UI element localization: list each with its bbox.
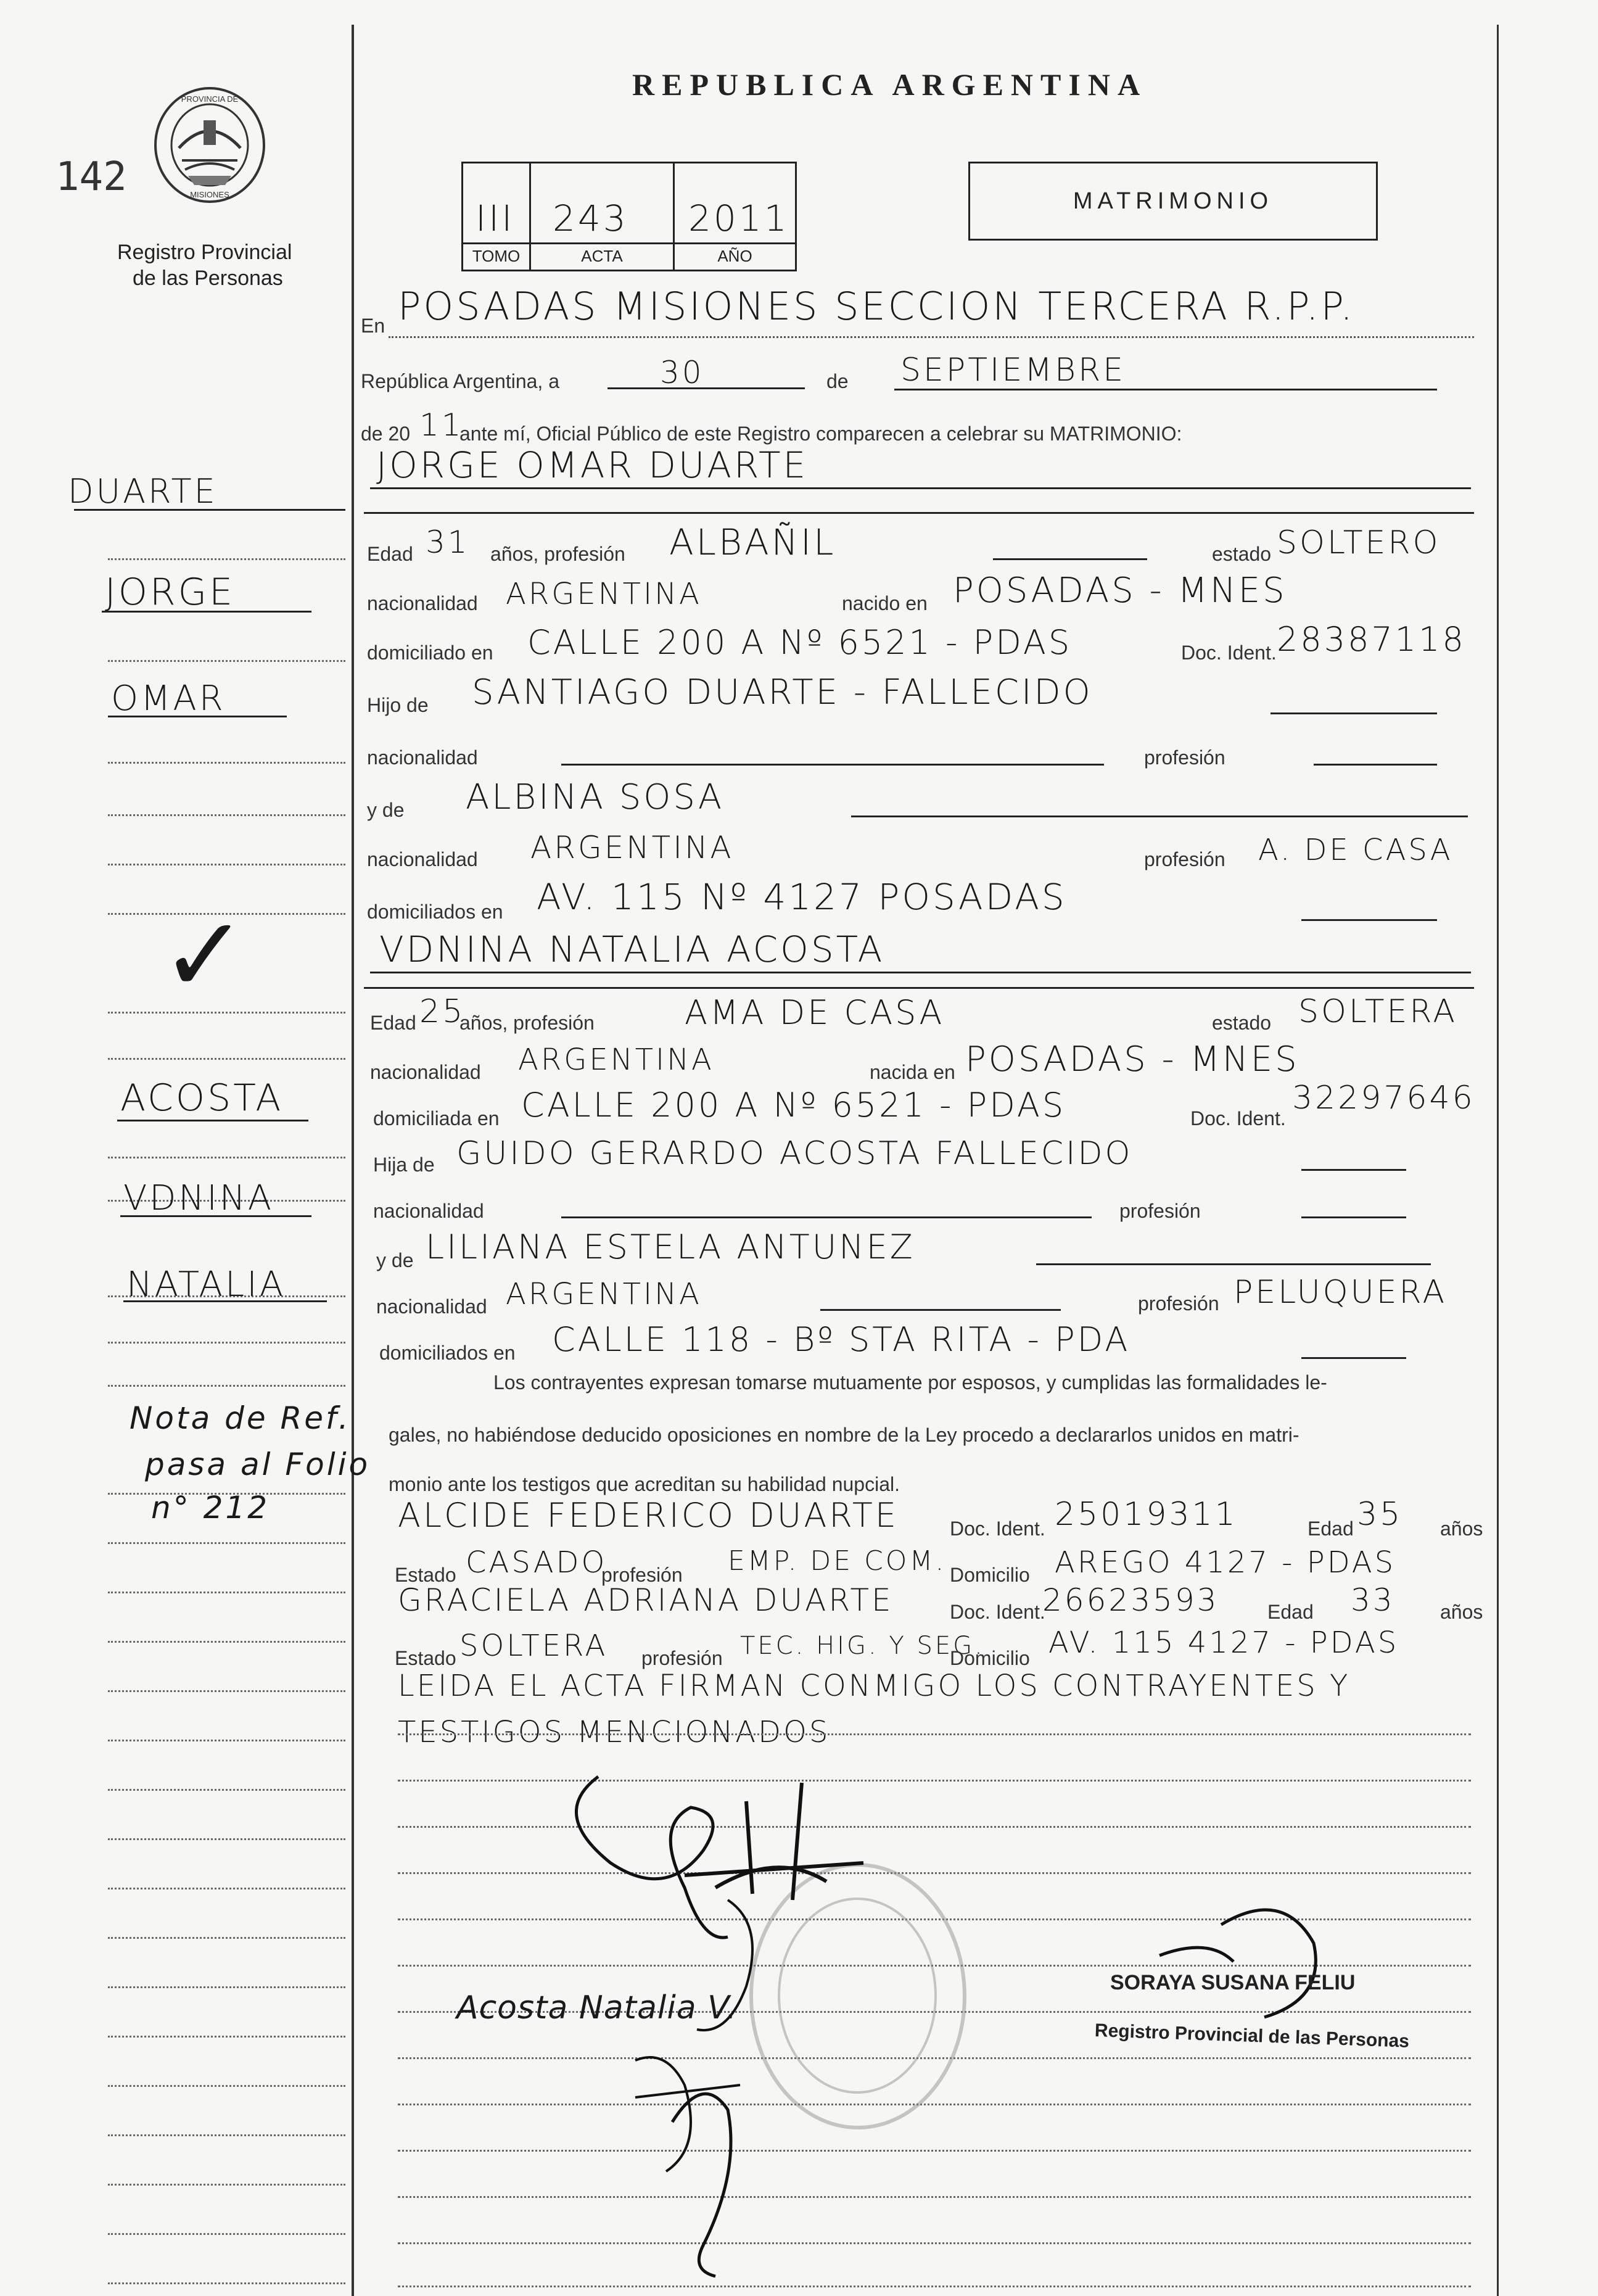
groom-dom-padres: AV. 115 Nº 4127 POSADAS (537, 876, 1067, 918)
witness-1-dom-label: Domicilio (950, 1564, 1030, 1586)
groom-domicilio: CALLE 200 A Nº 6521 - PDAS (527, 623, 1073, 662)
witness-1-edad-label: Edad (1308, 1518, 1354, 1540)
groom-prof-padre-label: profesión (1144, 746, 1225, 769)
declaration-line-1: Los contrayentes expresan tomarse mutuamente por esposos, y cumplidas las formalidades le- (493, 1371, 1327, 1394)
groom-anios-profesion-label: años, profesión (490, 543, 625, 565)
witness-1-doc-label: Doc. Ident. (950, 1518, 1045, 1540)
witness-2-estado-label: Estado (395, 1647, 456, 1669)
witness-1-doc: 25019311 (1055, 1496, 1238, 1533)
witness-1-name: ALCIDE FEDERICO DUARTE (398, 1496, 899, 1535)
bride-prof-madre-label: profesión (1138, 1292, 1219, 1315)
bride-doc-label: Doc. Ident. (1190, 1107, 1286, 1129)
groom-doc-label: Doc. Ident. (1181, 642, 1277, 664)
groom-hijo-label: Hijo de (367, 694, 429, 716)
bride-doc: 32297646 (1292, 1080, 1475, 1117)
closing-line-2: TESTIGOS MENCIONADOS (398, 1715, 831, 1749)
margin-bride-surname: ACOSTA (120, 1076, 284, 1120)
bride-nacionalidad-label: nacionalidad (370, 1061, 481, 1083)
bride-edad-label: Edad (370, 1012, 416, 1034)
page-number: 142 (56, 154, 127, 200)
margin-note-line-2: pasa al Folio (145, 1447, 371, 1482)
groom-domicilio-label: domiciliado en (367, 642, 493, 664)
groom-prof-madre-label: profesión (1144, 848, 1225, 870)
witness-1-prof-label: profesión (601, 1564, 683, 1586)
groom-nacido-label: nacido en (842, 592, 928, 614)
margin-groom-name-2: OMAR (111, 679, 226, 719)
groom-profesion: ALBAÑIL (669, 521, 836, 563)
registry-line-2: de las Personas (133, 266, 283, 290)
provincial-seal (151, 83, 268, 207)
year-suffix: ante mí, Oficial Público de este Registro comparecen a celebrar su MATRIMONIO: (459, 423, 1182, 445)
witness-2-domicilio: AV. 115 4127 - PDAS (1048, 1625, 1399, 1660)
witness-1-anios-label: años (1440, 1518, 1483, 1540)
official-title: Registro Provincial de las Personas (1094, 2020, 1410, 2052)
bride-prof-padre-label: profesión (1119, 1200, 1201, 1222)
act-type: MATRIMONIO (1073, 188, 1274, 214)
witness-2-dom-label: Domicilio (950, 1647, 1030, 1669)
margin-check-mark: ✓ (160, 894, 251, 1017)
acta-label: ACTA (581, 247, 623, 265)
groom-prof-madre: A. DE CASA (1258, 833, 1453, 867)
bride-nacionalidad: ARGENTINA (518, 1043, 714, 1077)
left-rule (352, 25, 354, 2296)
groom-nacionalidad-label: nacionalidad (367, 592, 478, 614)
witness-2-prof-label: profesión (641, 1647, 723, 1669)
witness-2-profesion: TEC. HIG. Y SEG. (740, 1632, 985, 1660)
margin-groom-surname: DUARTE (68, 472, 218, 511)
year-value: 11 (419, 407, 464, 443)
margin-note-line-3: n° 212 (151, 1490, 270, 1526)
witness-1-estado: CASADO (466, 1545, 607, 1580)
acta-value: 243 (553, 197, 628, 239)
groom-padre: SANTIAGO DUARTE - FALLECIDO (472, 672, 1093, 712)
seal-emblem-icon (151, 83, 268, 207)
witness-2-estado: SOLTERA (459, 1629, 608, 1663)
groom-nac-madre-label: nacionalidad (367, 848, 478, 870)
en-place-value: POSADAS MISIONES SECCION TERCERA R.P.P. (398, 284, 1355, 329)
day-value: 30 (660, 355, 704, 390)
de-label: de (826, 370, 849, 392)
tomo-label: TOMO (472, 247, 521, 265)
right-rule (1497, 25, 1499, 2296)
bride-hija-label: Hija de (373, 1154, 435, 1176)
en-label: En (361, 315, 385, 337)
anio-label: AÑO (717, 247, 752, 265)
witness-1-edad: 35 (1357, 1496, 1403, 1533)
groom-yde-label: y de (367, 799, 405, 821)
groom-nac-padre-label: nacionalidad (367, 746, 478, 769)
bride-nac-madre-label: nacionalidad (376, 1295, 487, 1318)
groom-doc: 28387118 (1277, 620, 1466, 659)
month-value: SEPTIEMBRE (900, 352, 1126, 389)
republica-label: República Argentina, a (361, 370, 559, 392)
margin-bride-name-1: VDNINA (123, 1178, 274, 1218)
registry-line-1: Registro Provincial (117, 241, 292, 264)
anio-value: 2011 (688, 197, 789, 239)
witness-2-doc-label: Doc. Ident. (950, 1601, 1045, 1623)
bride-nac-madre: ARGENTINA (506, 1277, 702, 1311)
book-reference-table (461, 162, 797, 271)
groom-nacionalidad: ARGENTINA (506, 577, 702, 611)
groom-estado: SOLTERO (1277, 524, 1441, 561)
bride-edad: 25 (419, 993, 466, 1030)
groom-madre: ALBINA SOSA (466, 777, 725, 817)
declaration-line-3: monio ante los testigos que acreditan su habilidad nupcial. (389, 1473, 900, 1495)
bride-anios-profesion-label: años, profesión (459, 1012, 595, 1034)
witness-2-anios-label: años (1440, 1601, 1483, 1623)
margin-note-line-1: Nota de Ref. (130, 1400, 351, 1436)
bride-prof-madre: PELUQUERA (1234, 1274, 1448, 1311)
groom-nacido: POSADAS - MNES (953, 571, 1287, 611)
act-type-box (968, 162, 1378, 241)
tomo-value: III (476, 197, 515, 239)
bride-nac-padre-label: nacionalidad (373, 1200, 484, 1222)
witness-1-domicilio: AREGO 4127 - PDAS (1055, 1545, 1396, 1580)
groom-dom-padres-label: domiciliados en (367, 901, 503, 923)
bride-padre: GUIDO GERARDO ACOSTA FALLECIDO (456, 1135, 1133, 1172)
bride-estado-label: estado (1212, 1012, 1272, 1034)
margin-bride-name-2: NATALIA (126, 1265, 286, 1305)
groom-edad-label: Edad (367, 543, 413, 565)
witness-1-estado-label: Estado (395, 1564, 456, 1586)
bride-estado: SOLTERA (1298, 993, 1457, 1030)
groom-edad: 31 (426, 524, 470, 560)
svg-text:PROVINCIA DE: PROVINCIA DE (181, 94, 239, 104)
bride-full-name: VDNINA NATALIA ACOSTA (379, 928, 885, 970)
bride-signature: Acosta Natalia V. (456, 1989, 738, 2026)
witness-2-edad: 33 (1351, 1582, 1395, 1618)
witness-1-profesion: EMP. DE COM. (728, 1545, 947, 1577)
bride-yde-label: y de (376, 1249, 414, 1271)
witness-2-name: GRACIELA ADRIANA DUARTE (398, 1582, 894, 1618)
country-title: REPUBLICA ARGENTINA (632, 67, 1148, 102)
bride-dom-padres: CALLE 118 - Bº STA RITA - PDA (552, 1320, 1131, 1359)
witness-2-doc: 26623593 (1042, 1582, 1219, 1618)
closing-line-1: LEIDA EL ACTA FIRMAN CONMIGO LOS CONTRAYENTES Y (398, 1669, 1351, 1703)
witness-2-edad-label: Edad (1267, 1601, 1314, 1623)
svg-text:MISIONES: MISIONES (190, 190, 229, 199)
margin-groom-name-1: JORGE (105, 571, 236, 614)
bride-nacida: POSADAS - MNES (965, 1039, 1299, 1080)
groom-nac-madre: ARGENTINA (530, 830, 734, 865)
bride-madre: LILIANA ESTELA ANTUNEZ (426, 1228, 915, 1266)
year-prefix: de 20 (361, 423, 411, 445)
bride-domicilio: CALLE 200 A Nº 6521 - PDAS (521, 1086, 1066, 1125)
bride-profesion: AMA DE CASA (685, 993, 945, 1032)
bride-domicilio-label: domiciliada en (373, 1107, 500, 1129)
bride-dom-padres-label: domiciliados en (379, 1342, 516, 1364)
official-name: SORAYA SUSANA FELIU (1110, 1971, 1356, 1994)
bride-nacida-label: nacida en (870, 1061, 955, 1083)
declaration-line-2: gales, no habiéndose deducido oposiciones en nombre de la Ley procedo a declararlos unidos en matri- (389, 1424, 1299, 1446)
groom-estado-label: estado (1212, 543, 1272, 565)
groom-full-name: JORGE OMAR DUARTE (376, 444, 809, 486)
